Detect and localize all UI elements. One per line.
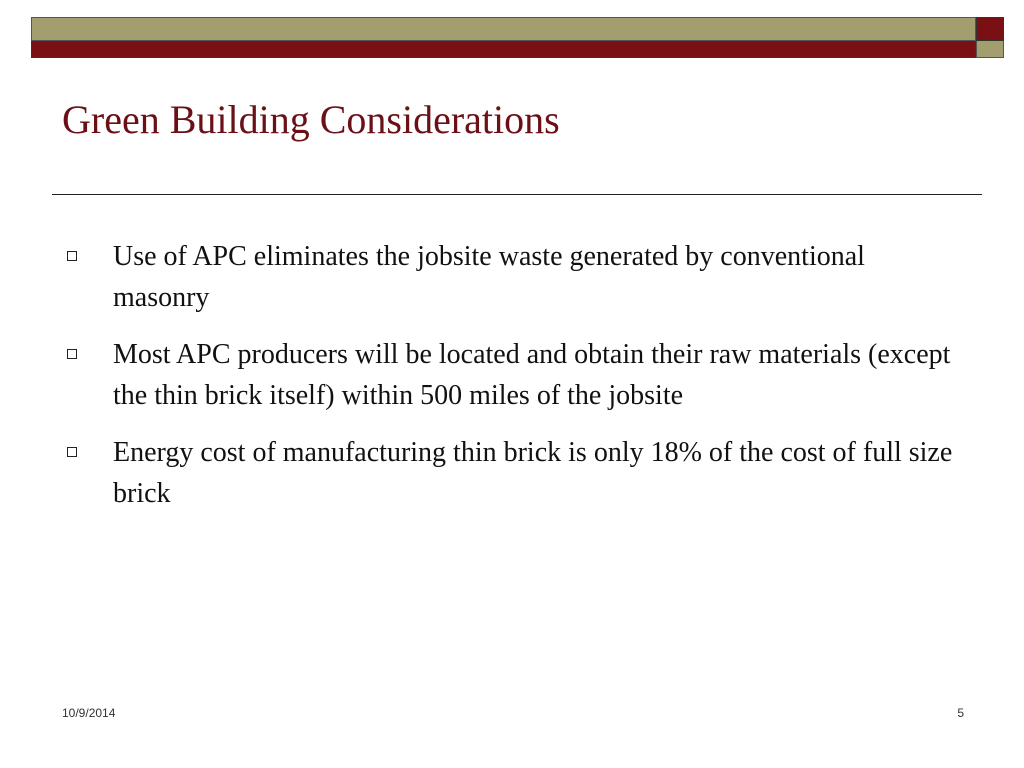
header-square-olive <box>976 41 1004 58</box>
bullet-text: Use of APC eliminates the jobsite waste generated by conventional masonry <box>113 241 865 313</box>
hollow-square-bullet-icon <box>67 251 77 261</box>
header-bar-red <box>31 41 976 58</box>
bullet-text: Most APC producers will be located and obtain their raw materials (except the thin brick itself) within 500 miles of the jobsite <box>113 339 951 411</box>
hollow-square-bullet-icon <box>67 447 77 457</box>
slide-title: Green Building Considerations <box>62 97 560 142</box>
bullet-list <box>62 236 962 530</box>
bullet-item <box>62 334 962 416</box>
footer-date: 10/9/2014 <box>62 706 116 720</box>
title-divider <box>52 194 982 195</box>
header-square-red <box>976 17 1004 41</box>
hollow-square-bullet-icon <box>67 349 77 359</box>
page-number: 5 <box>957 706 964 720</box>
bullet-item <box>62 432 962 514</box>
bullet-item <box>62 236 962 318</box>
bullet-text: Energy cost of manufacturing thin brick is only 18% of the cost of full size brick <box>113 437 953 509</box>
header-bar-olive <box>31 17 976 41</box>
